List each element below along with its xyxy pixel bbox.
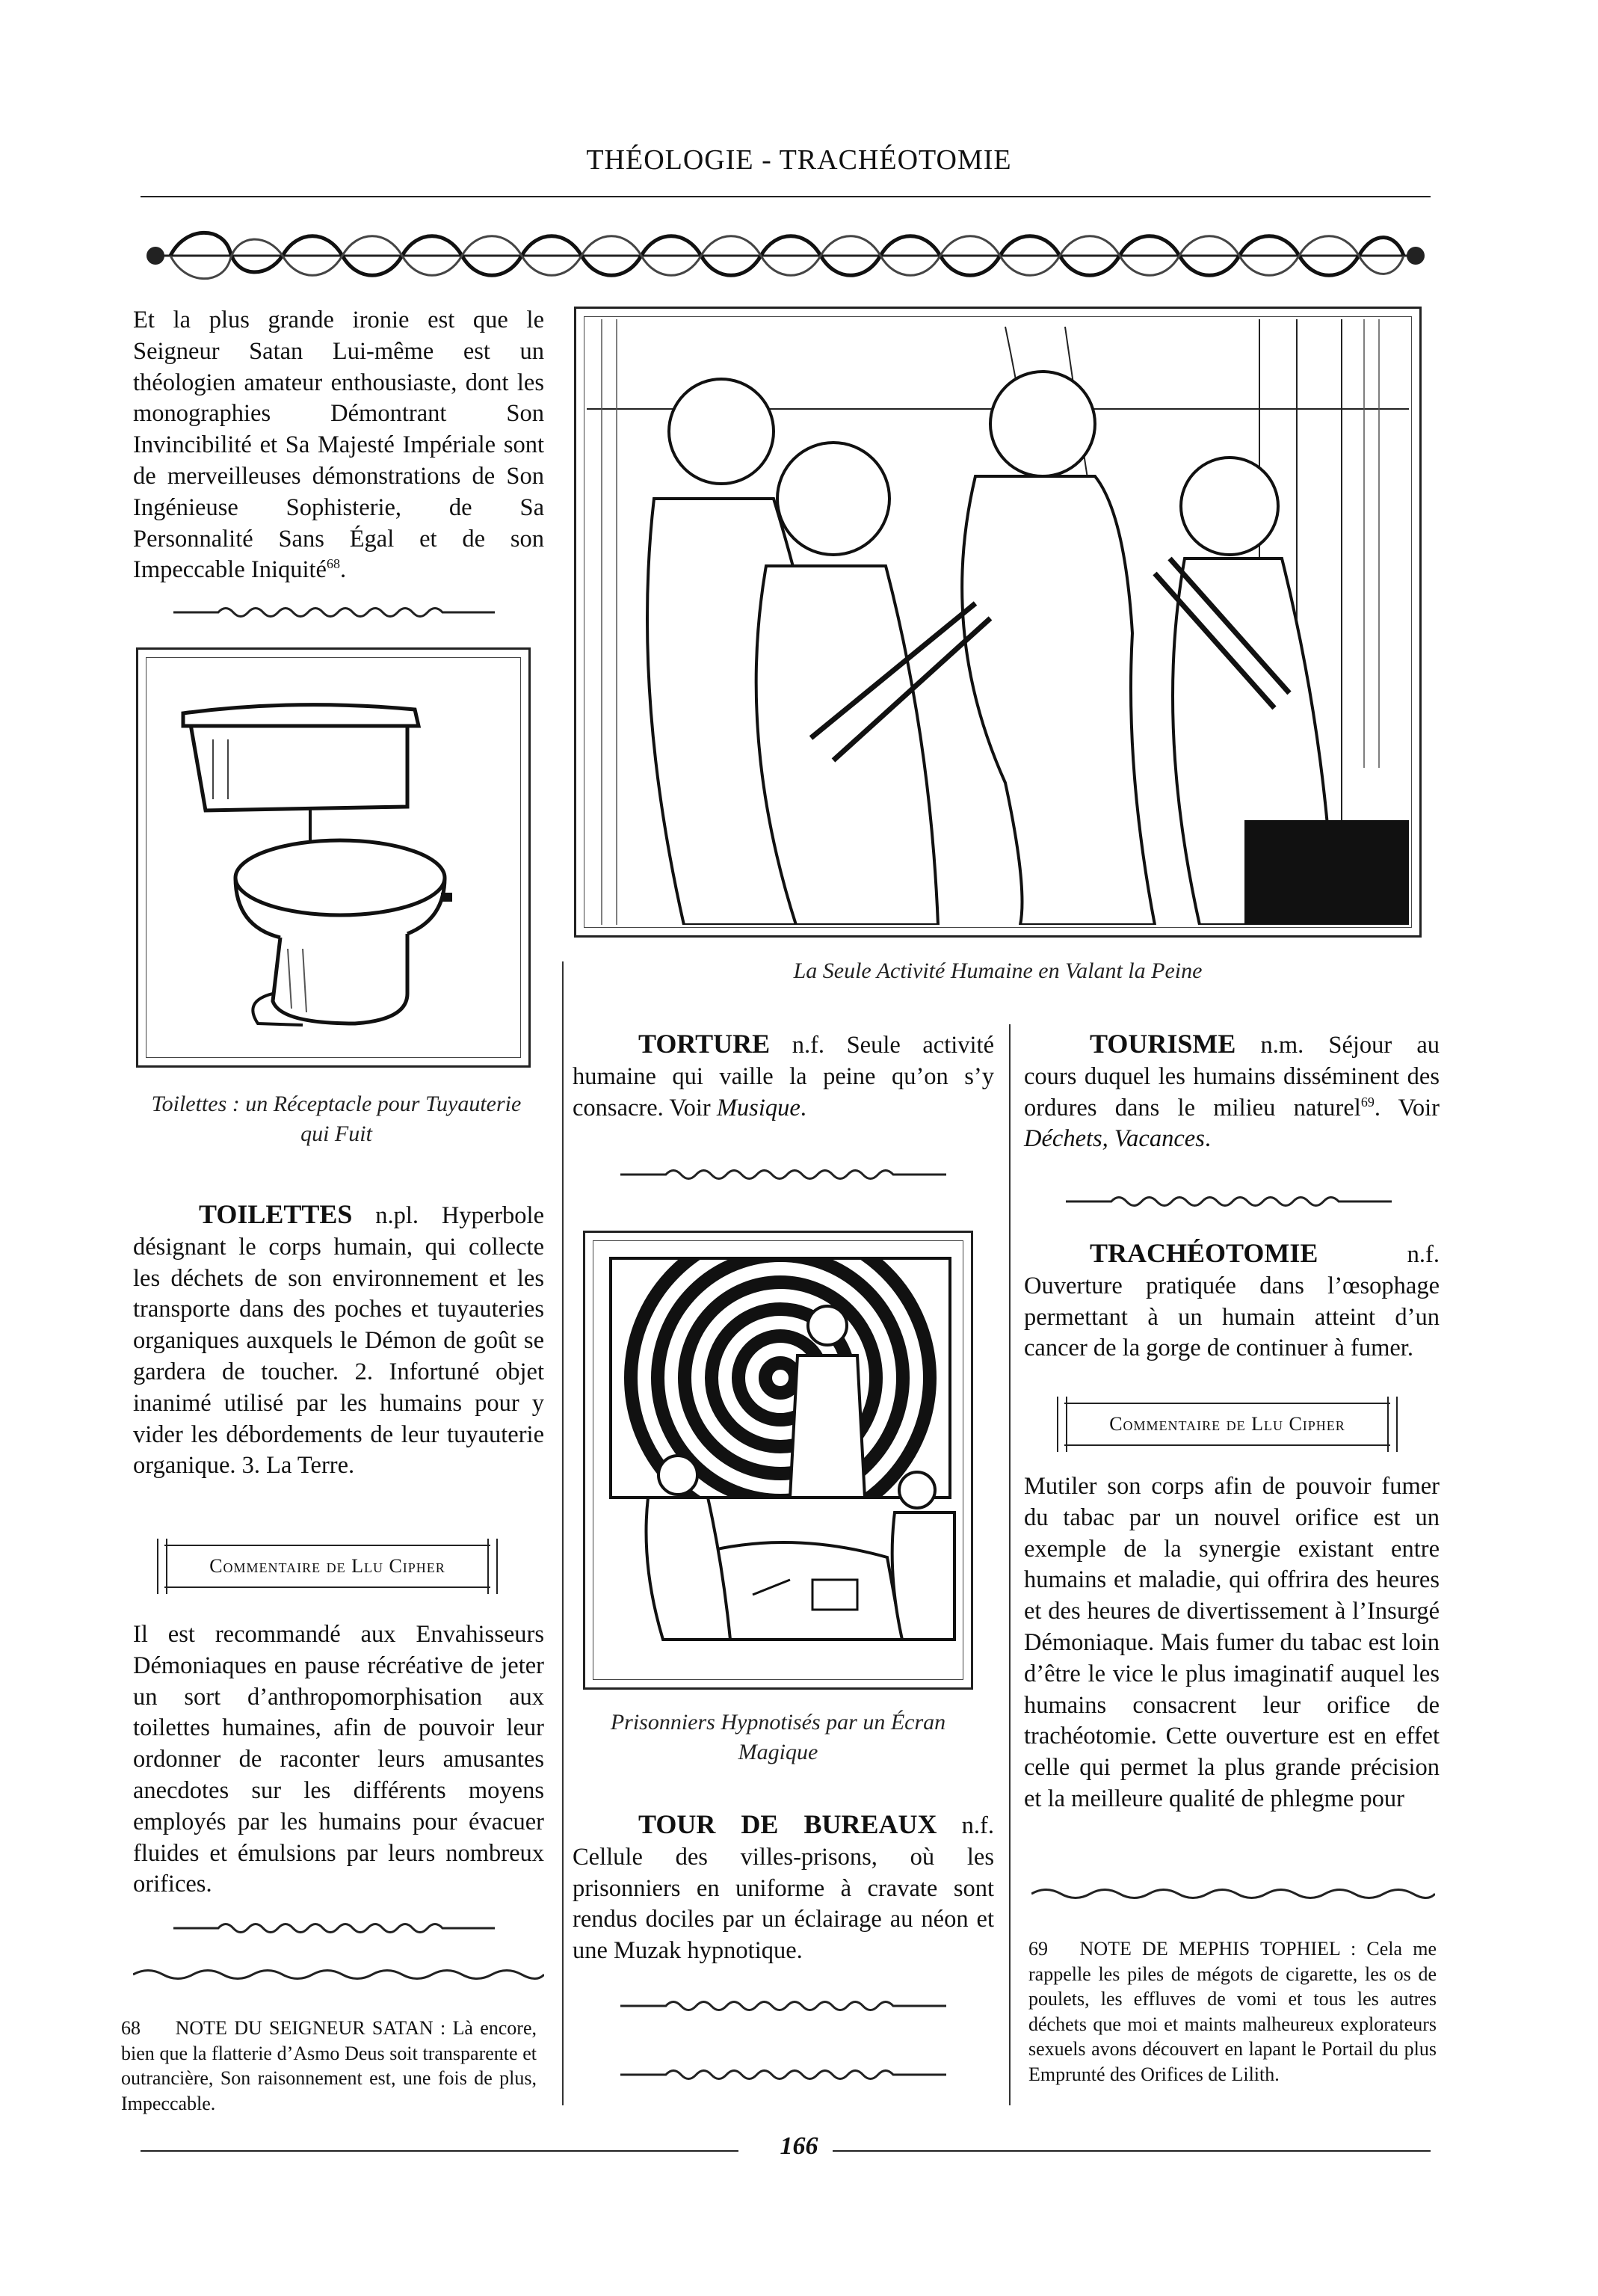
- commentary-box-tracheotomie: Commentaire de Llu Cipher: [1064, 1403, 1390, 1446]
- column-rule-left: [562, 961, 564, 2105]
- entry-tour-de-bureaux: TOUR DE BUREAUX n.f. Cellule des villes-prisons, où les prisonniers en uniforme à cravate sont rendus dociles par un éclairage au néon et une Muzak hypnotique.: [573, 1809, 994, 1965]
- squiggle-divider-icon: [620, 1166, 946, 1183]
- squiggle-divider-icon: [620, 1998, 946, 2014]
- commentary-text-tracheotomie: Mutiler son corps afin de pouvoir fumer du tabac par un nouvel orifice est un exemple de la synergie existant entre humains et maladie, qui offrira des heures et des heures de divertissement à l’Insurgé Démoniaque. Mais fumer du tabac est loin d’être le vice le plus imaginatif auquel les humains consacrent leur orifice de trachéotomie. Cette ouverture est en effet celle qui permet la plus grande précision et la meilleure qualité de phlegme pour: [1024, 1473, 1440, 1812]
- toilettes-caption: Toilettes : un Réceptacle pour Tuyauterie qui Fuit: [151, 1092, 522, 1146]
- commentary-text-toilettes: Il est recommandé aux Envahisseurs Démoniaques en pause récréative de jeter un sort d’anthropomorphisation aux toilettes humaines, afin de pouvoir leur ordonner de raconter leurs amusantes anecdotes sur les différents moyens employés par les humains pour évacuer fluides et émulsions par leurs nombreux orifices.: [133, 1621, 544, 1898]
- squiggle-divider-icon: [173, 604, 495, 621]
- office-illustration: [583, 1231, 973, 1690]
- headword-torture: TORTURE: [638, 1029, 771, 1059]
- entry-tourisme: TOURISME n.m. Séjour au cours duquel les humains disséminent des ordures dans le milieu naturel$^{69}$. Voir Déchets, Vacances.: [1024, 1029, 1440, 1153]
- commentary-box-toilettes: Commentaire de Llu Cipher: [164, 1545, 490, 1588]
- wave-divider-icon: [133, 1966, 544, 1983]
- entry-torture: TORTURE n.f. Seule activité humaine qui vaille la peine qu’on s’y consacre. Voir Musique.: [573, 1029, 994, 1121]
- footnote-68: 68 NOTE DU SEIGNEUR SATAN : Là encore, bien que la flatterie d’Asmo Deus soit transparente et outrancière, Son raisonnement est, une fois de plus, Impeccable.: [121, 2017, 537, 2114]
- running-head: THÉOLOGIE - TRACHÉOTOMIE: [586, 144, 1012, 176]
- bureaux-caption: Prisonniers Hypnotisés par un Écran Magique: [610, 1710, 946, 1764]
- toilet-icon: [161, 680, 512, 1046]
- see-also-musique[interactable]: Musique: [716, 1094, 800, 1121]
- headword-toilettes: TOILETTES: [199, 1199, 353, 1229]
- intro-paragraph: Et la plus grande ironie est que le Seigneur Satan Lui-même est un théologien amateur enthousiaste, dont les monographies Démontrant Son Invincibilité et Sa Majesté Impériale sont de merveilleuses démonstrations de Son Ingénieuse Sophisterie, de Sa Personnalité Sans Égal et de son Impeccable Iniquité$^{68}$.: [133, 307, 544, 584]
- toilet-illustration: [136, 647, 531, 1068]
- squiggle-divider-icon: [620, 2066, 946, 2083]
- headword-tour-de-bureaux: TOUR DE BUREAUX: [638, 1809, 937, 1839]
- header-rule: [141, 196, 1431, 197]
- torture-caption: La Seule Activité Humaine en Valant la Peine: [793, 958, 1203, 983]
- entry-toilettes: TOILETTES n.pl. Hyperbole désignant le corps humain, qui collecte les déchets de son environnement et les transporte dans des poches et tuyauteries organiques auxquels le Démon de goût se gardera de toucher. 2. Infortuné objet inanimé utilisé par les humains pour y vider les débordements de leur tuyauterie organique. 3. La Terre.: [133, 1199, 544, 1480]
- hypnotic-spiral-icon: [603, 1251, 957, 1674]
- see-also-dechets-vacances[interactable]: Déchets, Vacances: [1024, 1125, 1205, 1153]
- squiggle-divider-icon: [1066, 1193, 1392, 1210]
- squiggle-divider-icon: [173, 1920, 495, 1936]
- page-number: 166: [780, 2132, 818, 2160]
- headword-tracheotomie: TRACHÉOTOMIE: [1090, 1238, 1318, 1268]
- engraving-torture-icon: [587, 319, 1409, 925]
- entry-tracheotomie: TRACHÉOTOMIE n.f. Ouverture pratiquée dans l’œsophage permettant à un humain atteint d’un cancer de la gorge de continuer à fumer.: [1024, 1238, 1440, 1362]
- footnote-ref-68[interactable]: 68: [326, 556, 340, 572]
- wave-divider-icon: [1031, 1886, 1435, 1902]
- headword-tourisme: TOURISME: [1090, 1029, 1236, 1059]
- footnote-ref-69[interactable]: 69: [1360, 1094, 1375, 1109]
- column-rule-right: [1009, 1024, 1011, 2105]
- footnote-69: 69 NOTE DE MEPHIS TOPHIEL : Cela me rappelle les piles de mégots de cigarette, les os de poulets, les effluves de vomi et tous les autres déchets que moi et maints malheureux explorateurs sexuels avons découvert en lapant le Portail du plus Emprunté des Orifices de Lilith.: [1028, 1938, 1437, 2085]
- torture-illustration: [574, 307, 1422, 938]
- scrollwork-ornament-icon: [141, 218, 1431, 293]
